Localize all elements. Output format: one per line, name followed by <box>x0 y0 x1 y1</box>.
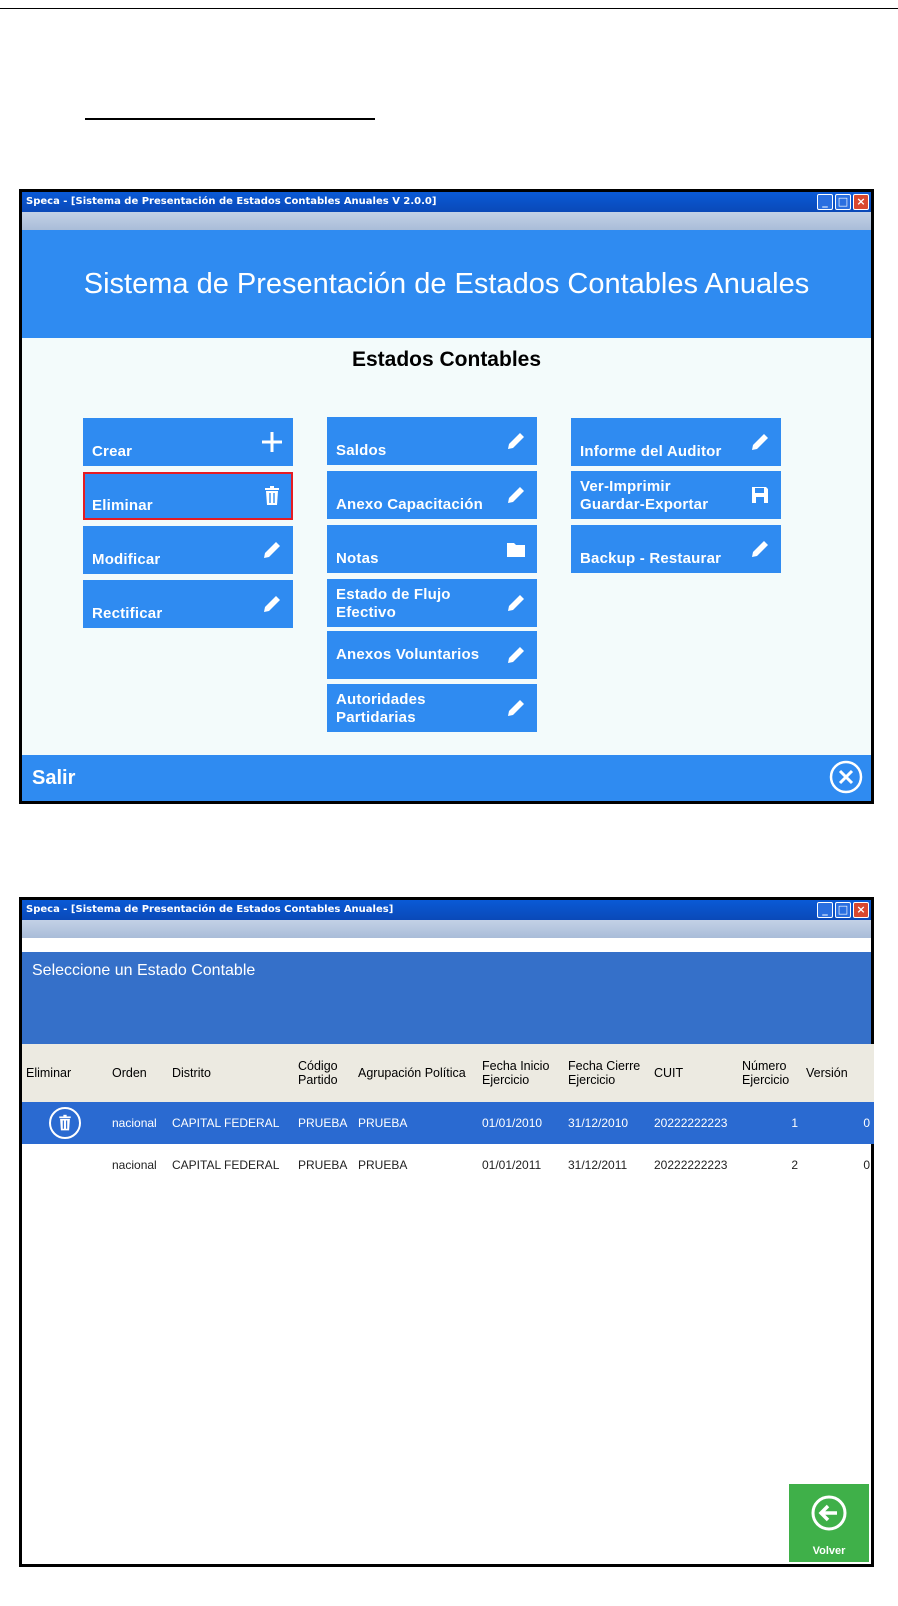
table-row[interactable] <box>22 1102 874 1144</box>
window-title-bar[interactable] <box>22 900 871 920</box>
select-statement-window <box>19 897 874 1567</box>
back-arrow-icon <box>810 1494 848 1532</box>
delete-cell[interactable] <box>22 1102 108 1144</box>
menu-strip <box>22 212 871 230</box>
col-codigo-partido[interactable]: Código Partido <box>294 1044 354 1102</box>
pencil-icon <box>505 644 527 666</box>
plus-icon <box>261 431 283 453</box>
cell-agrupacion: PRUEBA <box>358 1158 408 1172</box>
maximize-button[interactable]: □ <box>835 194 851 210</box>
col-distrito[interactable]: Distrito <box>168 1044 294 1102</box>
cell-cierre: 31/12/2011 <box>568 1158 628 1172</box>
page-top-rule <box>0 8 898 9</box>
cell-agrupacion: PRUEBA <box>354 1102 478 1144</box>
col-fecha-cierre[interactable]: Fecha Cierre Ejercicio <box>564 1044 650 1102</box>
statements-table <box>22 1044 874 1186</box>
cell-numero: 1 <box>738 1102 802 1144</box>
maximize-button[interactable]: □ <box>835 902 851 918</box>
list-header <box>22 952 871 1044</box>
cell-inicio: 01/01/2010 <box>478 1102 564 1144</box>
crear-button[interactable]: Crear <box>83 418 293 466</box>
minimize-button[interactable]: _ <box>817 194 833 210</box>
cell-version: 0 <box>863 1158 870 1172</box>
rectificar-button[interactable]: Rectificar <box>83 580 293 628</box>
folder-icon <box>505 538 527 560</box>
delete-button[interactable] <box>49 1107 81 1139</box>
cell-cuit: 20222222223 <box>650 1102 738 1144</box>
cell-orden: nacional <box>108 1102 168 1144</box>
trash-icon <box>56 1114 74 1132</box>
ver-imprimir-button[interactable] <box>571 471 781 519</box>
app-header: Sistema de Presentación de Estados Contables Anuales <box>22 230 871 338</box>
footer-bar <box>22 755 871 801</box>
cell-distrito: CAPITAL FEDERAL <box>168 1102 294 1144</box>
cell-numero: 2 <box>791 1158 798 1172</box>
cell-version: 0 <box>802 1102 874 1144</box>
cell-inicio: 01/01/2011 <box>482 1158 542 1172</box>
window-title: Speca - [Sistema de Presentación de Estados Contables Anuales] <box>26 904 394 915</box>
list-title: Seleccione un Estado Contable <box>32 962 256 979</box>
volver-label: Volver <box>812 1545 846 1557</box>
cell-distrito: CAPITAL FEDERAL <box>172 1158 280 1172</box>
volver-button[interactable] <box>789 1484 869 1562</box>
tile-label-line1: Ver-Imprimir <box>580 478 671 495</box>
main-menu-window <box>19 189 874 804</box>
table-row[interactable] <box>22 1144 874 1186</box>
floppy-icon <box>749 484 771 506</box>
delete-cell[interactable] <box>22 1144 108 1186</box>
estado-flujo-efectivo-button[interactable] <box>327 579 537 627</box>
informe-auditor-button[interactable]: Informe del Auditor <box>571 418 781 466</box>
window-title: Speca - [Sistema de Presentación de Estados Contables Anuales V 2.0.0] <box>26 196 437 207</box>
pencil-icon <box>749 431 771 453</box>
tile-label-line1: Estado de Flujo <box>336 586 451 603</box>
window-title-bar[interactable] <box>22 192 871 212</box>
cell-codigo: PRUEBA <box>294 1102 354 1144</box>
close-circle-icon[interactable] <box>829 760 863 794</box>
anexo-capacitacion-button[interactable]: Anexo Capacitación <box>327 471 537 519</box>
tile-label-line2: Partidarias <box>336 709 416 726</box>
col-cuit[interactable]: CUIT <box>650 1044 738 1102</box>
autoridades-partidarias-button[interactable] <box>327 684 537 732</box>
col-eliminar[interactable]: Eliminar <box>22 1044 108 1102</box>
cell-cierre: 31/12/2010 <box>564 1102 650 1144</box>
pencil-icon <box>505 697 527 719</box>
col-orden[interactable]: Orden <box>108 1044 168 1102</box>
col-numero[interactable]: Número Ejercicio <box>738 1044 802 1102</box>
section-title: Estados Contables <box>351 348 542 371</box>
pencil-icon <box>261 539 283 561</box>
table-header-row <box>22 1044 874 1102</box>
saldos-button[interactable]: Saldos <box>327 417 537 465</box>
trash-icon <box>261 485 283 507</box>
notas-button[interactable]: Notas <box>327 525 537 573</box>
pencil-icon <box>505 592 527 614</box>
eliminar-button[interactable]: Eliminar <box>83 472 293 520</box>
minimize-button[interactable]: _ <box>817 902 833 918</box>
backup-restaurar-button[interactable]: Backup - Restaurar <box>571 525 781 573</box>
anexos-voluntarios-button[interactable]: Anexos Voluntarios <box>327 631 537 679</box>
menu-strip <box>22 920 871 938</box>
pencil-icon <box>749 538 771 560</box>
pencil-icon <box>505 484 527 506</box>
tile-label-line2: Guardar-Exportar <box>580 496 709 513</box>
col-fecha-inicio[interactable]: Fecha Inicio Ejercicio <box>478 1044 564 1102</box>
close-button[interactable]: × <box>853 194 869 210</box>
pencil-icon <box>261 593 283 615</box>
col-version[interactable]: Versión <box>802 1044 874 1102</box>
underline-rule <box>85 118 375 120</box>
close-button[interactable]: × <box>853 902 869 918</box>
tile-label-line1: Autoridades <box>336 691 426 708</box>
pencil-icon <box>505 430 527 452</box>
salir-label[interactable]: Salir <box>32 767 76 789</box>
cell-orden: nacional <box>112 1158 157 1172</box>
cell-codigo: PRUEBA <box>298 1158 348 1172</box>
col-agrupacion[interactable]: Agrupación Política <box>354 1044 478 1102</box>
cell-cuit: 20222222223 <box>654 1158 728 1172</box>
tile-label-line2: Efectivo <box>336 604 396 621</box>
modificar-button[interactable]: Modificar <box>83 526 293 574</box>
